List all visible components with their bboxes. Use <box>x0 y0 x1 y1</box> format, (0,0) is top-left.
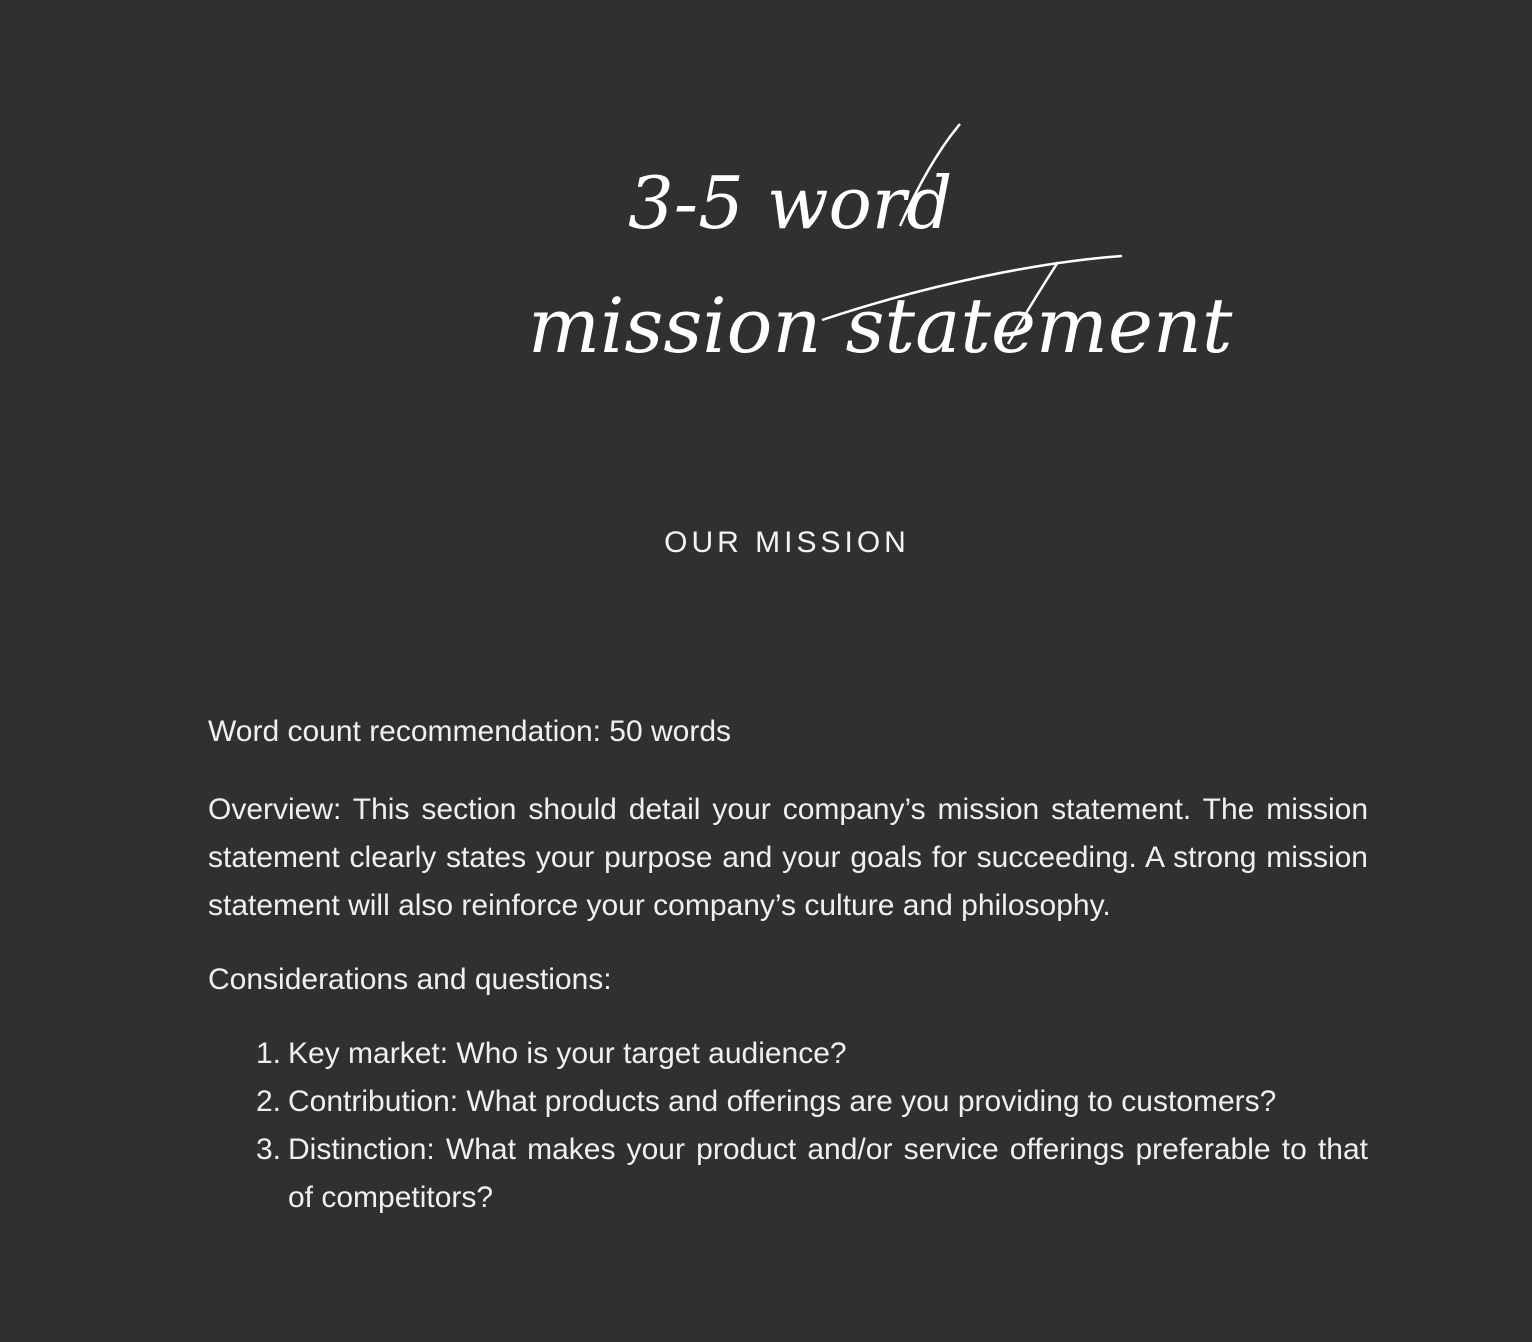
word-count-recommendation: Word count recommendation: 50 words <box>208 715 732 748</box>
list-item <box>256 1030 1368 1078</box>
section-heading: OUR MISSION <box>664 526 910 559</box>
list-item-number: 3. <box>256 1133 282 1166</box>
list-item-text: Key market: Who is your target audience? <box>288 1037 847 1070</box>
mission-content <box>208 708 1368 1222</box>
questions-list <box>208 1030 1368 1222</box>
list-item-text: Distinction: What makes your product and/or service offerings preferable to that of competitors? <box>288 1133 1368 1214</box>
script-title-line-1: 3-5 word <box>628 161 953 245</box>
script-title-line-2: mission statement <box>528 281 1233 370</box>
list-item <box>256 1078 1368 1126</box>
handwritten-title-art <box>0 0 1532 440</box>
considerations-label: Considerations and questions: <box>208 963 612 996</box>
handwritten-title <box>0 0 1532 440</box>
list-item-number: 1. <box>256 1037 282 1070</box>
list-item <box>256 1126 1368 1222</box>
overview-paragraph: Overview: This section should detail your company’s mission statement. The mission statement clearly states your purpose and your goals for succeeding. A strong mission statement will also reinforce your company’s culture and philosophy. <box>208 793 1368 922</box>
list-item-text: Contribution: What products and offerings are you providing to customers? <box>288 1085 1277 1118</box>
list-item-number: 2. <box>256 1085 282 1118</box>
